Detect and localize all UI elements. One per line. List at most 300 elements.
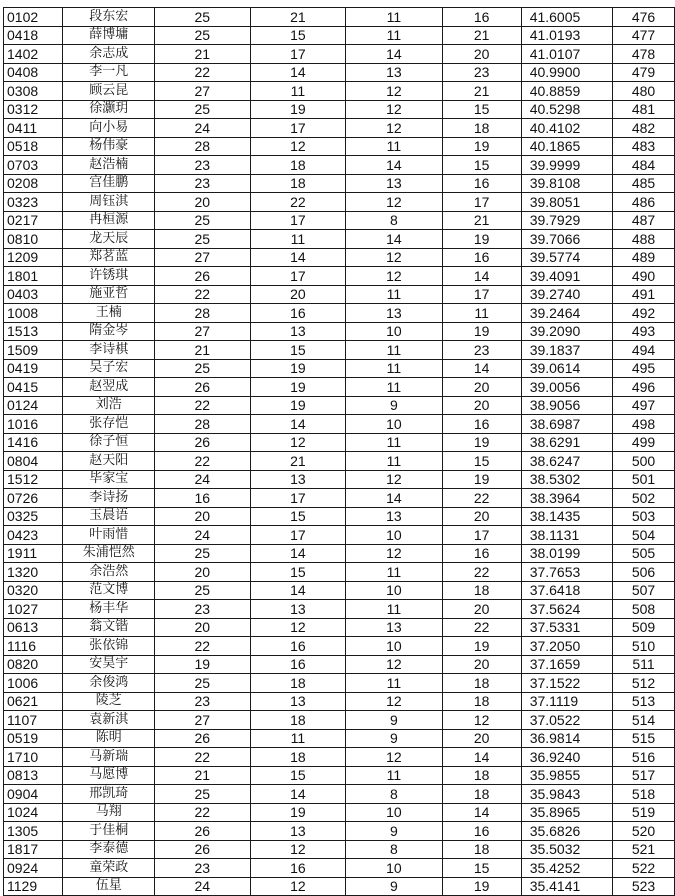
total-score-cell: 39.7066	[521, 230, 612, 249]
student-id-cell: 1305	[4, 822, 63, 841]
score-3-cell: 13	[346, 507, 442, 526]
rank-cell: 498	[613, 415, 675, 434]
score-1-cell: 19	[154, 655, 250, 674]
score-1-cell: 28	[154, 415, 250, 434]
rank-cell: 482	[613, 119, 675, 138]
total-score-cell: 38.9056	[521, 396, 612, 415]
score-2-cell: 14	[250, 581, 346, 600]
score-4-cell: 20	[442, 378, 521, 397]
score-1-cell: 26	[154, 822, 250, 841]
score-3-cell: 9	[346, 877, 442, 896]
score-4-cell: 16	[442, 8, 521, 27]
rank-cell: 523	[613, 877, 675, 896]
rank-cell: 486	[613, 193, 675, 212]
score-1-cell: 27	[154, 248, 250, 267]
rank-cell: 497	[613, 396, 675, 415]
table-row	[4, 359, 675, 378]
rank-cell: 502	[613, 489, 675, 508]
score-4-cell: 15	[442, 100, 521, 119]
score-4-cell: 19	[442, 433, 521, 452]
total-score-cell: 37.1522	[521, 674, 612, 693]
score-3-cell: 11	[346, 433, 442, 452]
table-row	[4, 674, 675, 693]
total-score-cell: 39.2464	[521, 304, 612, 323]
rank-cell: 517	[613, 766, 675, 785]
rank-cell: 495	[613, 359, 675, 378]
score-4-cell: 18	[442, 785, 521, 804]
score-1-cell: 24	[154, 470, 250, 489]
total-score-cell: 39.9999	[521, 156, 612, 175]
student-name-cell: 马翔	[63, 803, 155, 822]
student-id-cell: 0519	[4, 729, 63, 748]
score-4-cell: 14	[442, 803, 521, 822]
table-row	[4, 489, 675, 508]
total-score-cell: 39.5774	[521, 248, 612, 267]
score-2-cell: 12	[250, 137, 346, 156]
table-row	[4, 63, 675, 82]
score-1-cell: 21	[154, 45, 250, 64]
total-score-cell: 40.8859	[521, 82, 612, 101]
score-1-cell: 22	[154, 748, 250, 767]
rank-cell: 520	[613, 822, 675, 841]
score-2-cell: 12	[250, 840, 346, 859]
score-2-cell: 13	[250, 470, 346, 489]
total-score-cell: 40.9900	[521, 63, 612, 82]
score-2-cell: 12	[250, 618, 346, 637]
score-2-cell: 18	[250, 674, 346, 693]
student-name-cell: 王楠	[63, 304, 155, 323]
table-row	[4, 600, 675, 619]
total-score-cell: 38.5302	[521, 470, 612, 489]
table-row	[4, 119, 675, 138]
score-4-cell: 15	[442, 452, 521, 471]
student-id-cell: 0411	[4, 119, 63, 138]
score-4-cell: 16	[442, 544, 521, 563]
student-name-cell: 赵翌成	[63, 378, 155, 397]
score-1-cell: 21	[154, 766, 250, 785]
score-4-cell: 15	[442, 156, 521, 175]
score-2-cell: 18	[250, 748, 346, 767]
score-2-cell: 11	[250, 82, 346, 101]
rank-cell: 519	[613, 803, 675, 822]
student-id-cell: 1129	[4, 877, 63, 896]
student-id-cell: 1402	[4, 45, 63, 64]
score-1-cell: 23	[154, 692, 250, 711]
rank-cell: 518	[613, 785, 675, 804]
table-row	[4, 840, 675, 859]
score-1-cell: 20	[154, 193, 250, 212]
rank-cell: 493	[613, 322, 675, 341]
total-score-cell: 38.6987	[521, 415, 612, 434]
score-4-cell: 19	[442, 877, 521, 896]
score-3-cell: 14	[346, 230, 442, 249]
score-2-cell: 14	[250, 63, 346, 82]
score-1-cell: 22	[154, 637, 250, 656]
table-row	[4, 822, 675, 841]
total-score-cell: 35.5032	[521, 840, 612, 859]
rank-cell: 487	[613, 211, 675, 230]
table-row	[4, 156, 675, 175]
total-score-cell: 41.0193	[521, 26, 612, 45]
rank-cell: 508	[613, 600, 675, 619]
student-id-cell: 1209	[4, 248, 63, 267]
score-2-cell: 13	[250, 692, 346, 711]
score-2-cell: 19	[250, 100, 346, 119]
score-4-cell: 15	[442, 859, 521, 878]
score-3-cell: 12	[346, 193, 442, 212]
student-id-cell: 1513	[4, 322, 63, 341]
score-4-cell: 21	[442, 26, 521, 45]
total-score-cell: 35.6826	[521, 822, 612, 841]
score-2-cell: 16	[250, 655, 346, 674]
student-name-cell: 周钰淇	[63, 193, 155, 212]
score-4-cell: 20	[442, 729, 521, 748]
score-3-cell: 11	[346, 378, 442, 397]
total-score-cell: 35.9855	[521, 766, 612, 785]
score-2-cell: 12	[250, 433, 346, 452]
student-id-cell: 1006	[4, 674, 63, 693]
table-row	[4, 803, 675, 822]
score-2-cell: 15	[250, 563, 346, 582]
score-4-cell: 16	[442, 415, 521, 434]
score-1-cell: 25	[154, 785, 250, 804]
table-row	[4, 267, 675, 286]
score-4-cell: 22	[442, 563, 521, 582]
student-id-cell: 0124	[4, 396, 63, 415]
score-3-cell: 12	[346, 748, 442, 767]
table-row	[4, 396, 675, 415]
student-name-cell: 冉桓源	[63, 211, 155, 230]
student-id-cell: 1911	[4, 544, 63, 563]
student-id-cell: 0613	[4, 618, 63, 637]
table-row	[4, 100, 675, 119]
rank-cell: 515	[613, 729, 675, 748]
score-1-cell: 27	[154, 711, 250, 730]
score-1-cell: 22	[154, 396, 250, 415]
student-id-cell: 0415	[4, 378, 63, 397]
score-4-cell: 18	[442, 581, 521, 600]
student-name-cell: 薛博墉	[63, 26, 155, 45]
score-2-cell: 13	[250, 322, 346, 341]
score-1-cell: 28	[154, 304, 250, 323]
student-id-cell: 0924	[4, 859, 63, 878]
score-2-cell: 15	[250, 507, 346, 526]
student-name-cell: 邢凯琦	[63, 785, 155, 804]
rank-cell: 504	[613, 526, 675, 545]
score-2-cell: 16	[250, 304, 346, 323]
student-name-cell: 宫佳鹏	[63, 174, 155, 193]
student-name-cell: 张存恺	[63, 415, 155, 434]
score-3-cell: 14	[346, 45, 442, 64]
table-row	[4, 526, 675, 545]
student-name-cell: 玉晨语	[63, 507, 155, 526]
total-score-cell: 37.0522	[521, 711, 612, 730]
student-id-cell: 1024	[4, 803, 63, 822]
score-4-cell: 20	[442, 396, 521, 415]
table-row	[4, 729, 675, 748]
student-name-cell: 郑茗蓝	[63, 248, 155, 267]
student-name-cell: 刘浩	[63, 396, 155, 415]
rank-cell: 476	[613, 8, 675, 27]
score-2-cell: 22	[250, 193, 346, 212]
rank-cell: 489	[613, 248, 675, 267]
table-row	[4, 415, 675, 434]
table-row	[4, 137, 675, 156]
total-score-cell: 35.4252	[521, 859, 612, 878]
score-3-cell: 10	[346, 637, 442, 656]
student-id-cell: 0408	[4, 63, 63, 82]
score-3-cell: 11	[346, 8, 442, 27]
table-row	[4, 211, 675, 230]
total-score-cell: 39.1837	[521, 341, 612, 360]
score-4-cell: 14	[442, 359, 521, 378]
score-3-cell: 11	[346, 563, 442, 582]
table-row	[4, 26, 675, 45]
student-name-cell: 施亚哲	[63, 285, 155, 304]
table-row	[4, 711, 675, 730]
score-2-cell: 12	[250, 877, 346, 896]
table-row	[4, 341, 675, 360]
score-2-cell: 18	[250, 711, 346, 730]
table-row	[4, 285, 675, 304]
student-name-cell: 余浩然	[63, 563, 155, 582]
table-row	[4, 766, 675, 785]
score-3-cell: 11	[346, 341, 442, 360]
student-id-cell: 1710	[4, 748, 63, 767]
student-name-cell: 陵芝	[63, 692, 155, 711]
rank-cell: 480	[613, 82, 675, 101]
student-id-cell: 1016	[4, 415, 63, 434]
score-4-cell: 17	[442, 193, 521, 212]
score-3-cell: 8	[346, 840, 442, 859]
score-1-cell: 25	[154, 211, 250, 230]
score-4-cell: 23	[442, 63, 521, 82]
score-3-cell: 11	[346, 600, 442, 619]
score-2-cell: 16	[250, 637, 346, 656]
score-1-cell: 20	[154, 618, 250, 637]
score-3-cell: 9	[346, 711, 442, 730]
student-name-cell: 余俊鸿	[63, 674, 155, 693]
rank-cell: 484	[613, 156, 675, 175]
score-4-cell: 21	[442, 211, 521, 230]
student-name-cell: 段东宏	[63, 8, 155, 27]
student-name-cell: 杨伟豪	[63, 137, 155, 156]
score-3-cell: 9	[346, 729, 442, 748]
score-3-cell: 8	[346, 785, 442, 804]
total-score-cell: 37.5331	[521, 618, 612, 637]
total-score-cell: 38.6291	[521, 433, 612, 452]
rank-cell: 511	[613, 655, 675, 674]
student-id-cell: 0418	[4, 26, 63, 45]
student-id-cell: 0323	[4, 193, 63, 212]
student-name-cell: 许锈琪	[63, 267, 155, 286]
student-name-cell: 叶雨惜	[63, 526, 155, 545]
score-2-cell: 14	[250, 785, 346, 804]
student-id-cell: 0518	[4, 137, 63, 156]
total-score-cell: 39.8108	[521, 174, 612, 193]
score-4-cell: 18	[442, 692, 521, 711]
student-name-cell: 朱浦恺然	[63, 544, 155, 563]
rank-cell: 477	[613, 26, 675, 45]
total-score-cell: 37.5624	[521, 600, 612, 619]
score-1-cell: 24	[154, 877, 250, 896]
student-name-cell: 毕家宝	[63, 470, 155, 489]
rank-cell: 506	[613, 563, 675, 582]
student-name-cell: 李诗扬	[63, 489, 155, 508]
table-row	[4, 82, 675, 101]
total-score-cell: 38.1435	[521, 507, 612, 526]
score-4-cell: 16	[442, 174, 521, 193]
student-id-cell: 0804	[4, 452, 63, 471]
score-4-cell: 22	[442, 489, 521, 508]
score-3-cell: 13	[346, 304, 442, 323]
total-score-cell: 41.0107	[521, 45, 612, 64]
rank-cell: 496	[613, 378, 675, 397]
score-1-cell: 22	[154, 63, 250, 82]
table-row	[4, 507, 675, 526]
rank-cell: 479	[613, 63, 675, 82]
total-score-cell: 37.1119	[521, 692, 612, 711]
score-1-cell: 25	[154, 230, 250, 249]
student-id-cell: 0320	[4, 581, 63, 600]
total-score-cell: 39.0614	[521, 359, 612, 378]
student-name-cell: 徐灏玥	[63, 100, 155, 119]
student-id-cell: 1116	[4, 637, 63, 656]
rank-cell: 509	[613, 618, 675, 637]
score-4-cell: 20	[442, 600, 521, 619]
student-name-cell: 范文博	[63, 581, 155, 600]
score-3-cell: 11	[346, 285, 442, 304]
score-1-cell: 28	[154, 137, 250, 156]
score-4-cell: 17	[442, 526, 521, 545]
score-4-cell: 20	[442, 655, 521, 674]
rank-cell: 516	[613, 748, 675, 767]
rank-cell: 483	[613, 137, 675, 156]
total-score-cell: 37.1659	[521, 655, 612, 674]
score-1-cell: 25	[154, 359, 250, 378]
rank-cell: 505	[613, 544, 675, 563]
score-1-cell: 23	[154, 174, 250, 193]
score-3-cell: 10	[346, 526, 442, 545]
score-3-cell: 10	[346, 322, 442, 341]
rank-cell: 501	[613, 470, 675, 489]
score-3-cell: 11	[346, 26, 442, 45]
score-4-cell: 18	[442, 766, 521, 785]
total-score-cell: 35.9843	[521, 785, 612, 804]
student-id-cell: 1008	[4, 304, 63, 323]
score-1-cell: 22	[154, 285, 250, 304]
student-id-cell: 0726	[4, 489, 63, 508]
score-3-cell: 12	[346, 692, 442, 711]
table-row	[4, 618, 675, 637]
score-1-cell: 26	[154, 433, 250, 452]
total-score-cell: 39.2740	[521, 285, 612, 304]
rank-cell: 513	[613, 692, 675, 711]
student-name-cell: 余志成	[63, 45, 155, 64]
score-3-cell: 13	[346, 174, 442, 193]
score-3-cell: 12	[346, 119, 442, 138]
table-row	[4, 470, 675, 489]
ranking-table-body	[4, 8, 675, 896]
score-2-cell: 13	[250, 600, 346, 619]
score-3-cell: 12	[346, 470, 442, 489]
score-2-cell: 21	[250, 8, 346, 27]
score-1-cell: 27	[154, 322, 250, 341]
score-1-cell: 27	[154, 82, 250, 101]
table-row	[4, 8, 675, 27]
score-4-cell: 19	[442, 137, 521, 156]
score-4-cell: 18	[442, 674, 521, 693]
score-2-cell: 14	[250, 415, 346, 434]
rank-cell: 492	[613, 304, 675, 323]
total-score-cell: 38.0199	[521, 544, 612, 563]
score-4-cell: 18	[442, 119, 521, 138]
student-name-cell: 龙天辰	[63, 230, 155, 249]
table-row	[4, 193, 675, 212]
score-1-cell: 26	[154, 378, 250, 397]
student-id-cell: 0820	[4, 655, 63, 674]
student-name-cell: 袁新淇	[63, 711, 155, 730]
table-row	[4, 378, 675, 397]
student-name-cell: 张依锦	[63, 637, 155, 656]
rank-cell: 510	[613, 637, 675, 656]
total-score-cell: 39.4091	[521, 267, 612, 286]
table-row	[4, 637, 675, 656]
score-3-cell: 10	[346, 581, 442, 600]
table-row	[4, 544, 675, 563]
table-row	[4, 785, 675, 804]
score-3-cell: 10	[346, 859, 442, 878]
score-4-cell: 19	[442, 637, 521, 656]
student-name-cell: 李一凡	[63, 63, 155, 82]
student-id-cell: 0217	[4, 211, 63, 230]
total-score-cell: 39.8051	[521, 193, 612, 212]
score-3-cell: 11	[346, 766, 442, 785]
score-2-cell: 19	[250, 803, 346, 822]
student-id-cell: 0325	[4, 507, 63, 526]
rank-cell: 499	[613, 433, 675, 452]
total-score-cell: 41.6005	[521, 8, 612, 27]
total-score-cell: 37.6418	[521, 581, 612, 600]
student-name-cell: 李泰德	[63, 840, 155, 859]
score-1-cell: 26	[154, 840, 250, 859]
rank-cell: 500	[613, 452, 675, 471]
total-score-cell: 38.3964	[521, 489, 612, 508]
total-score-cell: 36.9240	[521, 748, 612, 767]
score-1-cell: 25	[154, 581, 250, 600]
rank-cell: 478	[613, 45, 675, 64]
score-3-cell: 12	[346, 655, 442, 674]
total-score-cell: 38.6247	[521, 452, 612, 471]
score-3-cell: 10	[346, 803, 442, 822]
table-row	[4, 304, 675, 323]
score-4-cell: 11	[442, 304, 521, 323]
student-name-cell: 顾云昆	[63, 82, 155, 101]
score-1-cell: 23	[154, 859, 250, 878]
total-score-cell: 39.2090	[521, 322, 612, 341]
score-4-cell: 16	[442, 822, 521, 841]
score-1-cell: 23	[154, 600, 250, 619]
student-id-cell: 0208	[4, 174, 63, 193]
student-name-cell: 陈明	[63, 729, 155, 748]
total-score-cell: 35.8965	[521, 803, 612, 822]
student-id-cell: 0810	[4, 230, 63, 249]
student-name-cell: 伍星	[63, 877, 155, 896]
score-3-cell: 14	[346, 156, 442, 175]
score-2-cell: 18	[250, 174, 346, 193]
student-id-cell: 0703	[4, 156, 63, 175]
total-score-cell: 37.2050	[521, 637, 612, 656]
